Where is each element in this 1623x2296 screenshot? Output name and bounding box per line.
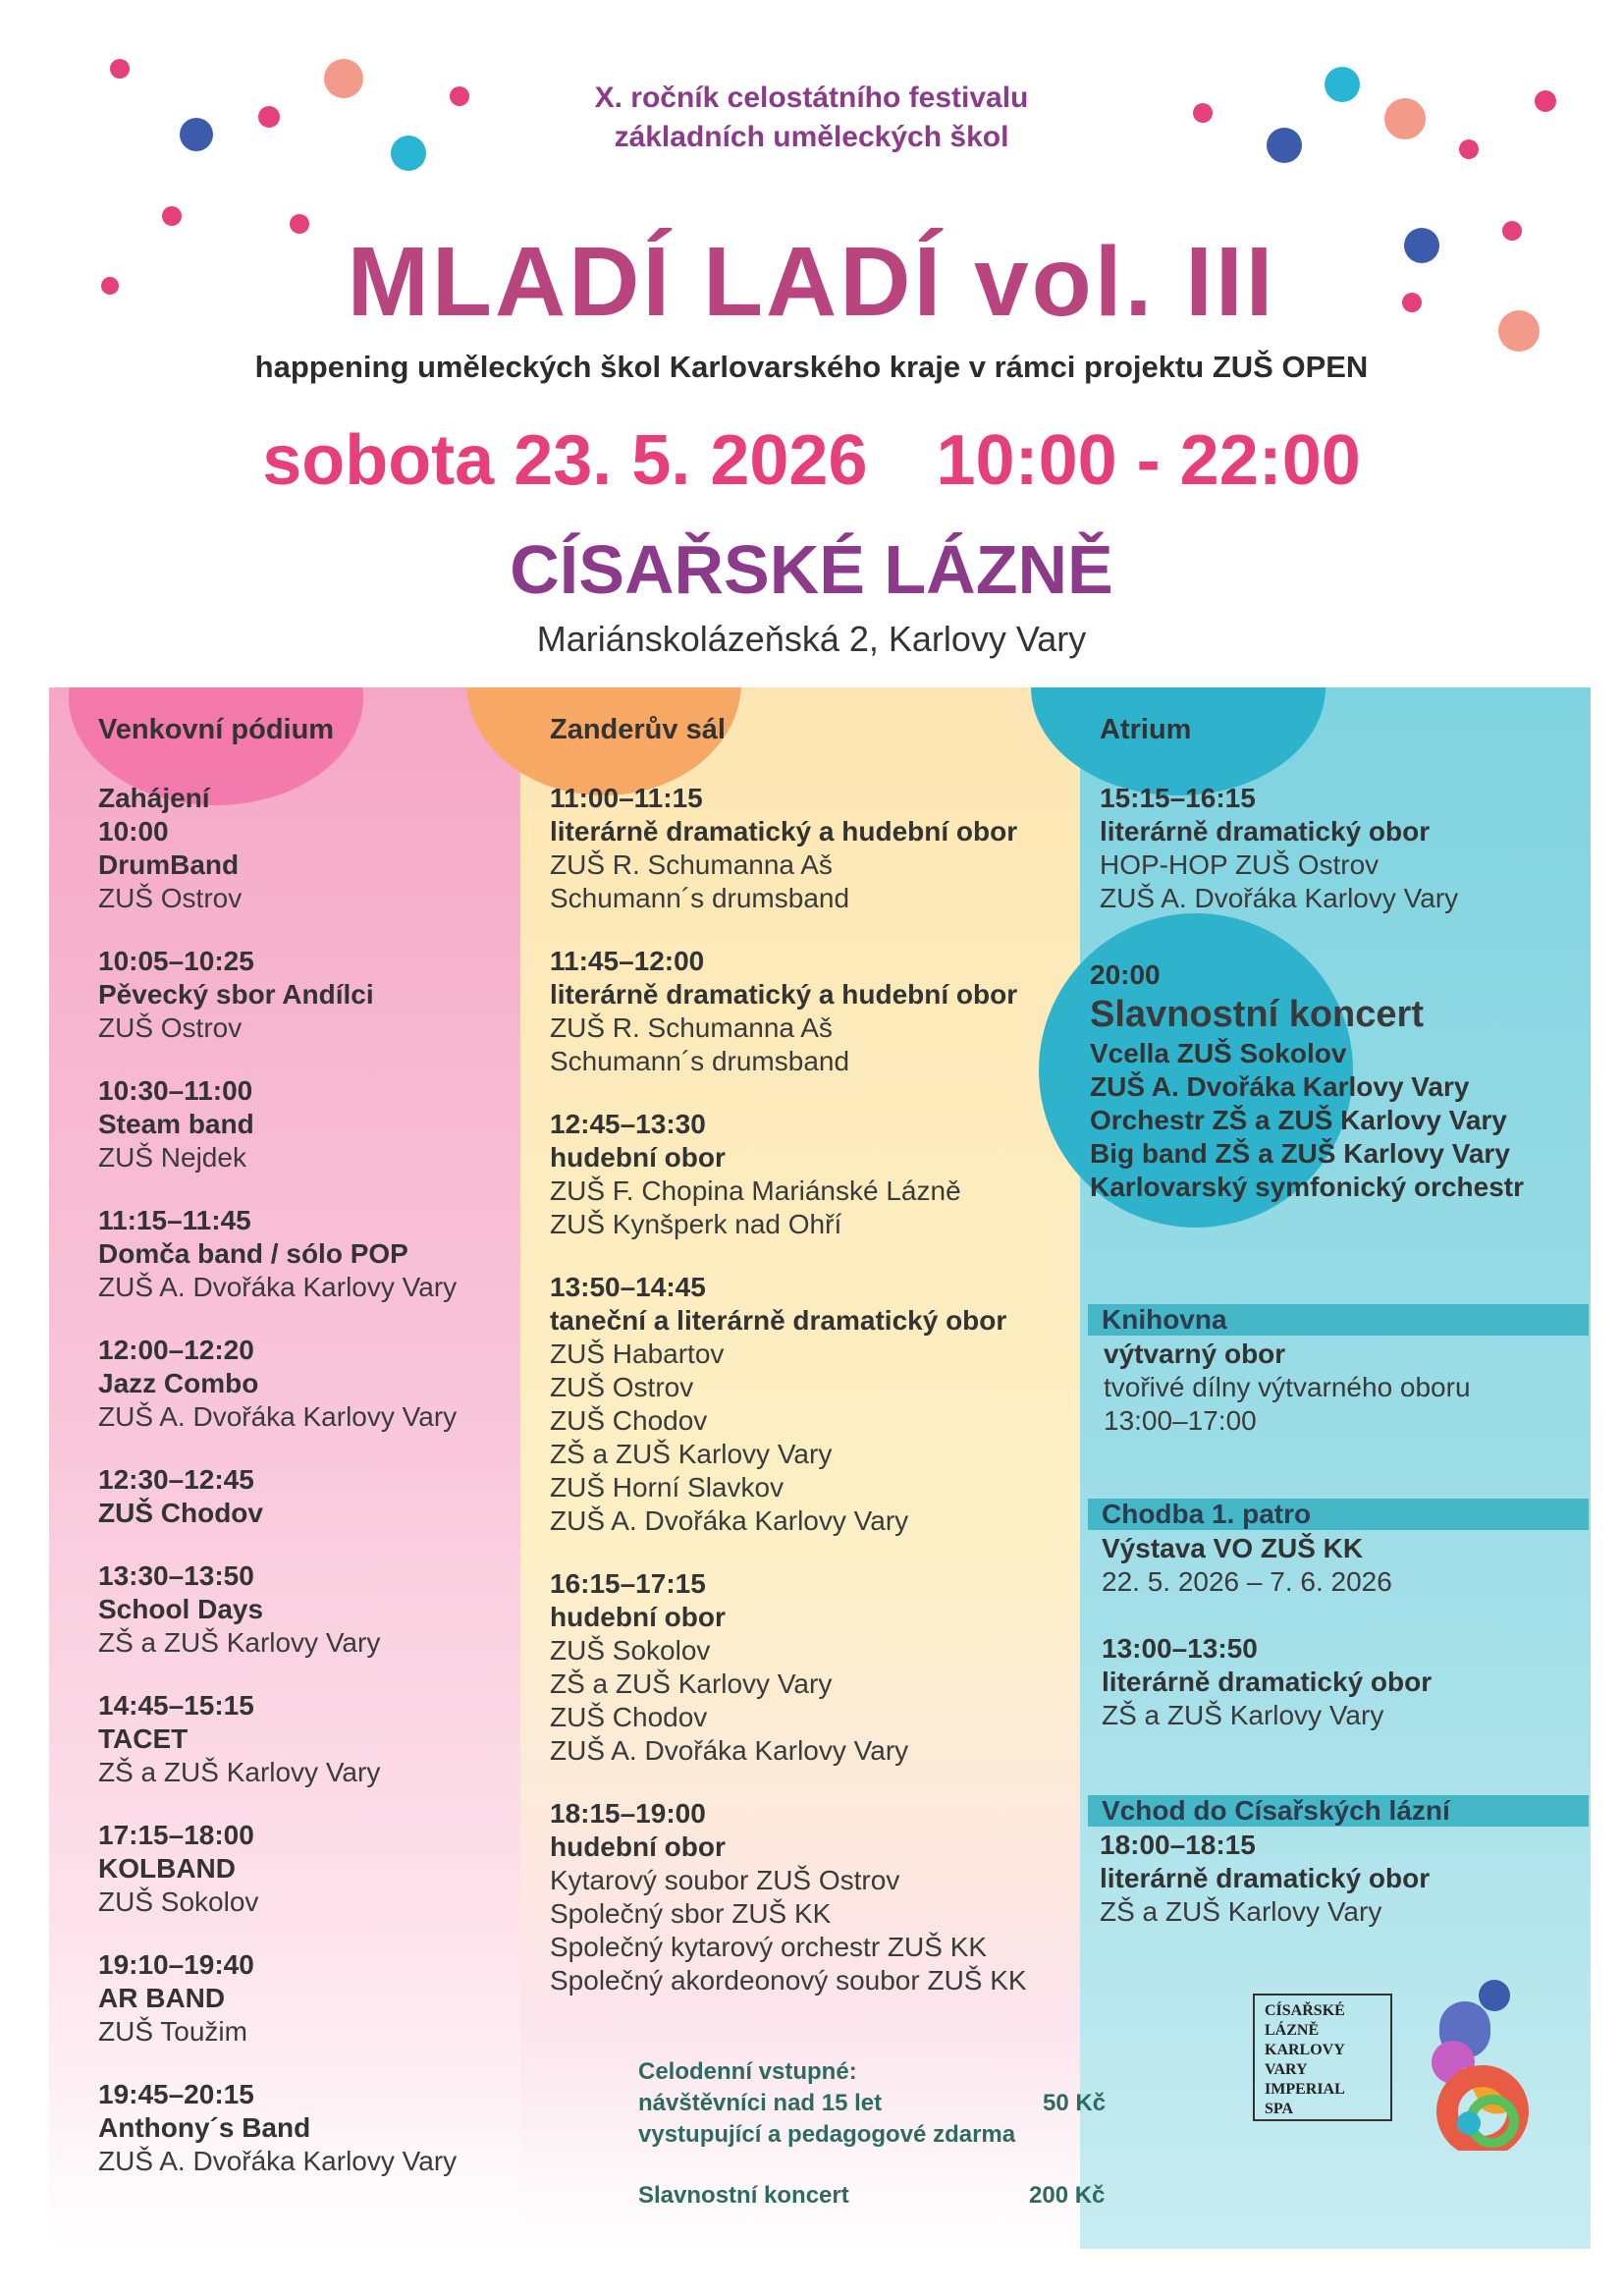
corridor-type: literárně dramatický obor [1102,1667,1433,1697]
item-line: Schumann´s drumsband [550,883,850,913]
event-time: 10:00 - 22:00 [936,421,1361,500]
item-school: ZUŠ Nejdek [98,1142,246,1173]
schedule-item [98,1948,530,2049]
middle-column [550,713,1080,2027]
item-time: 11:45–12:00 [550,946,705,976]
item-time: 11:15–11:45 [98,1205,251,1235]
item-type: taneční a literárně dramatický obor [550,1305,1007,1336]
concert-line: Vcella ZUŠ Sokolov [1090,1038,1347,1068]
item-school: ZŠ a ZUŠ Karlovy Vary [98,1627,381,1658]
schedule-item [98,1204,530,1304]
item-school: ZUŠ Toužim [98,2016,247,2047]
item-line: ZUŠ Sokolov [550,1635,711,1666]
atrium-type: literárně dramatický obor [1100,816,1431,847]
atrium-time: 15:15–16:15 [1100,783,1256,813]
item-school: ZUŠ Ostrov [98,1012,243,1043]
venue-name: CÍSAŘSKÉ LÁZNĚ [510,531,1113,608]
entrance-block [1100,1829,1571,1929]
fees-heading: Celodenní vstupné: [638,2058,857,2085]
corridor-time: 13:00–13:50 [1102,1633,1258,1664]
item-line: Schumann´s drumsband [550,1046,850,1076]
corridor-block [1102,1532,1573,1732]
library-heading: Knihovna [1102,1304,1227,1335]
library-time: 13:00–17:00 [1104,1405,1257,1436]
item-time: 10:05–10:25 [98,946,254,976]
schedule-item [98,2078,530,2178]
item-act: Jazz Combo [98,1368,259,1398]
item-act: TACET [98,1723,189,1754]
corridor-heading: Chodba 1. patro [1102,1499,1312,1529]
concert-line: Orchestr ZŠ a ZUŠ Karlovy Vary [1090,1105,1507,1135]
item-line: ZUŠ Chodov [550,1702,708,1732]
item-type: literárně dramatický a hudební obor [550,979,1018,1010]
subtitle-line2: základních uměleckých škol [614,121,1009,153]
item-act: ZUŠ Chodov [98,1498,263,1528]
corridor-title: Výstava VO ZUŠ KK [1102,1533,1364,1563]
entrance-type: literárně dramatický obor [1100,1863,1431,1893]
item-type: hudební obor [550,1142,726,1173]
schedule-item [550,945,1080,1078]
item-line: Společný sbor ZUŠ KK [550,1898,832,1929]
schedule-item [550,1108,1080,1241]
item-school: ZUŠ A. Dvořáka Karlovy Vary [98,2146,458,2176]
schedule-item [550,782,1080,915]
item-school: ZUŠ A. Dvořáka Karlovy Vary [98,1401,458,1432]
corridor-school: ZŠ a ZUŠ Karlovy Vary [1102,1700,1384,1730]
item-line: Kytarový soubor ZUŠ Ostrov [550,1865,900,1895]
schedule-item [98,945,530,1045]
spa-logo-text [1253,1994,1392,2121]
item-school: ZUŠ Ostrov [98,883,243,913]
item-line: ZUŠ F. Chopina Mariánské Lázně [550,1175,961,1206]
item-time: 18:15–19:00 [550,1798,706,1829]
corridor-dates: 22. 5. 2026 – 7. 6. 2026 [1102,1566,1392,1597]
schedule-item [98,782,530,915]
item-line: ZUŠ Kynšperk nad Ohří [550,1209,842,1239]
item-school: ZUŠ Sokolov [98,1886,259,1917]
item-act: AR BAND [98,1983,226,2013]
item-line: Společný akordeonový soubor ZUŠ KK [550,1965,1027,1995]
schedule-item [98,1559,530,1660]
logo-line: KARLOVY [1265,2042,1345,2058]
item-line: ZUŠ Chodov [550,1405,708,1436]
zus-open-logo-icon [1424,1974,1542,2151]
library-type: výtvarný obor [1104,1339,1286,1369]
item-school: ZUŠ A. Dvořáka Karlovy Vary [98,1272,458,1302]
fees-visitors: návštěvníci nad 15 let [638,2090,883,2116]
item-type: hudební obor [550,1602,726,1632]
item-line: ZUŠ Habartov [550,1339,725,1369]
item-type: hudební obor [550,1831,726,1862]
item-act: Pěvecký sbor Andílci [98,979,374,1010]
schedule-item [98,1819,530,1919]
item-line: ZUŠ A. Dvořáka Karlovy Vary [550,1735,909,1766]
concert-block [1090,958,1600,1204]
item-time: 10:30–11:00 [98,1075,253,1106]
item-time: 11:00–11:15 [550,783,703,813]
item-line: ZUŠ A. Dvořáka Karlovy Vary [550,1505,909,1536]
entrance-school: ZŠ a ZUŠ Karlovy Vary [1100,1896,1382,1927]
venue-address: Mariánskolázeňská 2, Karlovy Vary [536,619,1087,659]
event-datetime [0,420,1623,501]
schedule-item [98,1074,530,1175]
item-time: 19:45–20:15 [98,2079,254,2109]
item-line: ZUŠ Ostrov [550,1372,694,1402]
item-line: ZŠ a ZUŠ Karlovy Vary [550,1439,833,1469]
event-description: happening uměleckých škol Karlovarského kraje v rámci projektu ZUŠ OPEN [254,350,1369,384]
concert-line: Big band ZŠ a ZUŠ Karlovy Vary [1090,1138,1510,1169]
schedule-item [98,1689,530,1789]
item-school: ZŠ a ZUŠ Karlovy Vary [98,1757,381,1787]
concert-line: Karlovarský symfonický orchestr [1090,1172,1524,1202]
corridor-strip [1088,1499,1589,1530]
right-column-heading: Atrium [1100,714,1192,745]
festival-subtitle [0,79,1623,157]
item-act: School Days [98,1594,264,1624]
schedule-item [98,1463,530,1530]
logo-line: LÁZNĚ [1265,2022,1320,2039]
concert-line: ZUŠ A. Dvořáka Karlovy Vary [1090,1071,1470,1102]
library-block [1104,1338,1575,1438]
item-time: 10:00 [98,816,169,847]
entrance-heading: Vchod do Císařských lázní [1102,1795,1450,1826]
item-label: Zahájení [98,783,210,813]
item-time: 12:45–13:30 [550,1109,706,1139]
event-title: MLADÍ LADÍ vol. III [347,227,1276,337]
library-strip [1088,1304,1589,1336]
item-time: 16:15–17:15 [550,1568,706,1599]
item-line: ZUŠ R. Schumanna Aš [550,1012,833,1043]
item-line: Společný kytarový orchestr ZUŠ KK [550,1932,988,1962]
library-desc: tvořivé dílny výtvarného oboru [1104,1372,1471,1402]
item-act: DrumBand [98,849,240,880]
item-time: 12:00–12:20 [98,1335,254,1365]
logo-line: CÍSAŘSKÉ [1265,2002,1345,2019]
fees-concert-price: 200 Kč [1029,2182,1106,2209]
fees-block [638,2056,1129,2212]
schedule-item [550,1271,1080,1538]
logo-line: IMPERIAL [1265,2081,1345,2098]
item-line: ZUŠ Horní Slavkov [550,1472,784,1503]
subtitle-line1: X. ročník celostátního festivalu [594,82,1029,114]
item-time: 13:30–13:50 [98,1560,254,1591]
entrance-time: 18:00–18:15 [1100,1830,1256,1860]
item-time: 13:50–14:45 [550,1272,706,1302]
item-time: 14:45–15:15 [98,1690,254,1721]
logo-line: SPA [1265,2101,1294,2117]
middle-column-heading: Zanderův sál [550,714,726,745]
left-column [98,713,530,2208]
atrium-line: ZUŠ A. Dvořáka Karlovy Vary [1100,883,1459,913]
fees-concert: Slavnostní koncert [638,2182,849,2209]
item-time: 19:10–19:40 [98,1949,254,1980]
schedule-item [550,1567,1080,1768]
fees-free: vystupující a pedagogové zdarma [638,2121,1016,2148]
fees-visitors-price: 50 Kč [1043,2090,1107,2116]
item-act: Steam band [98,1109,254,1139]
item-time: 17:15–18:00 [98,1820,254,1850]
concert-title: Slavnostní koncert [1090,994,1424,1035]
schedule-item [98,1334,530,1434]
item-time: 12:30–12:45 [98,1464,254,1495]
event-date: sobota 23. 5. 2026 [262,421,868,500]
schedule-item [550,1797,1080,1997]
entrance-strip [1088,1795,1589,1827]
item-type: literárně dramatický a hudební obor [550,816,1018,847]
logo-line: VARY [1265,2061,1308,2078]
concert-time: 20:00 [1090,959,1161,990]
left-column-heading: Venkovní pódium [98,714,335,745]
item-line: ZUŠ R. Schumanna Aš [550,849,833,880]
atrium-line: HOP-HOP ZUŠ Ostrov [1100,849,1380,880]
right-column-atrium [1100,713,1571,915]
item-act: Domča band / sólo POP [98,1238,408,1269]
item-act: Anthony´s Band [98,2112,311,2143]
item-line: ZŠ a ZUŠ Karlovy Vary [550,1668,833,1699]
item-act: KOLBAND [98,1853,236,1884]
